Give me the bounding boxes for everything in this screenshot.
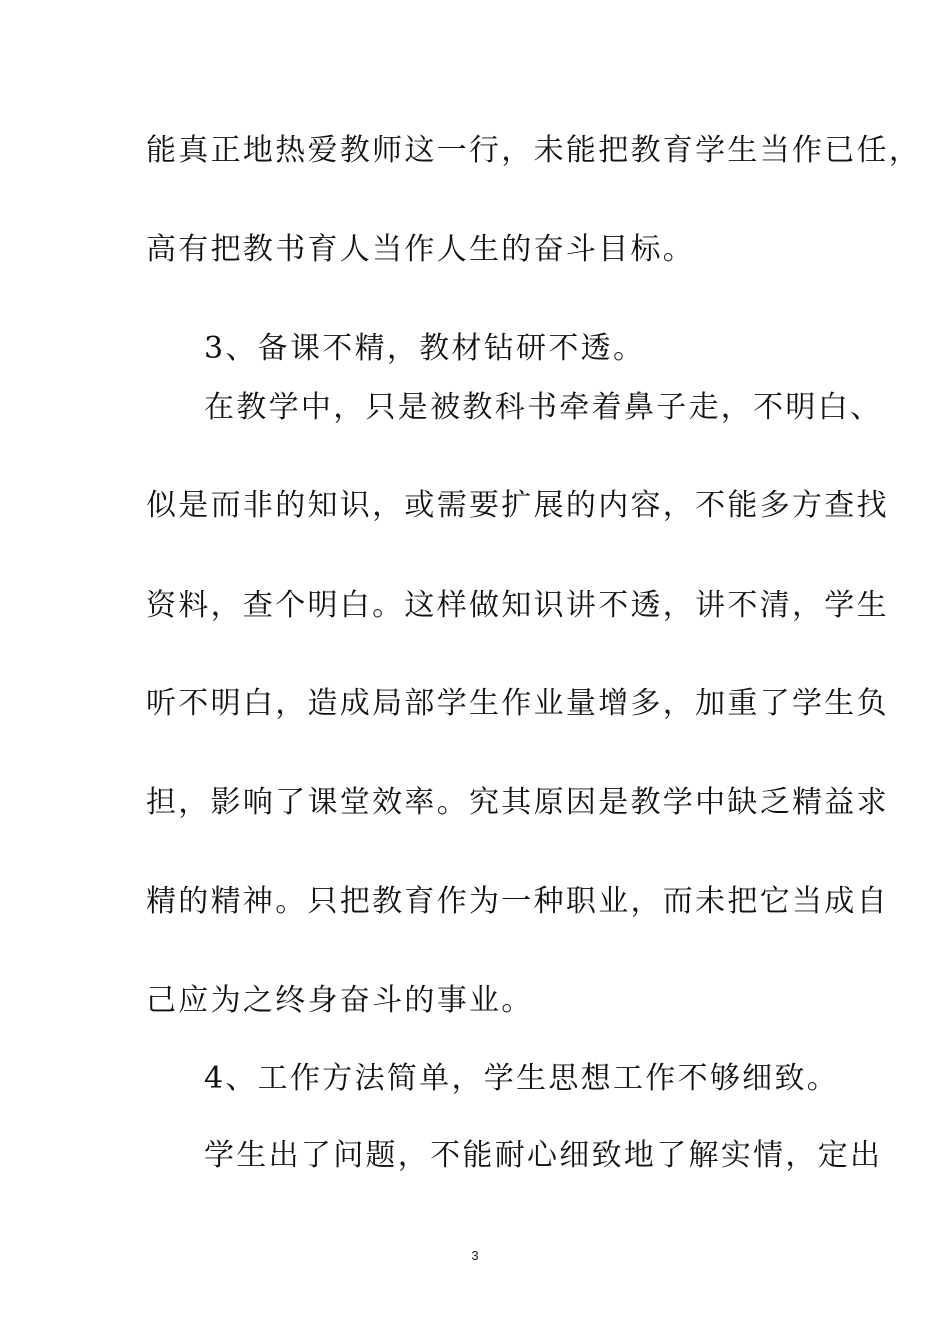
text-line: 精的精神。只把教育作为一种职业，而未把它当成自 [146, 884, 889, 919]
text-line: 似是而非的知识，或需要扩展的内容，不能多方查找 [146, 488, 889, 523]
text-line: 听不明白，造成局部学生作业量增多，加重了学生负 [146, 686, 889, 721]
text-line: 能真正地热爱教师这一行，未能把教育学生当作已任， [146, 133, 922, 168]
heading-line: 4、工作方法简单，学生思想工作不够细致。 [204, 1061, 840, 1096]
text-line: 己应为之终身奋斗的事业。 [146, 983, 534, 1018]
paragraph-first-line: 在教学中，只是被教科书牵着鼻子走，不明白、 [204, 390, 883, 425]
text-line: 资料，查个明白。这样做知识讲不透，讲不清，学生 [146, 588, 889, 623]
page-number: 3 [471, 1248, 479, 1263]
paragraph-first-line: 学生出了问题，不能耐心细致地了解实情，定出 [204, 1138, 883, 1173]
text-line: 担，影响了课堂效率。究其原因是教学中缺乏精益求 [146, 785, 889, 820]
text-line: 高有把教书育人当作人生的奋斗目标。 [146, 232, 696, 267]
heading-line: 3、备课不精，教材钻研不透。 [204, 331, 646, 366]
